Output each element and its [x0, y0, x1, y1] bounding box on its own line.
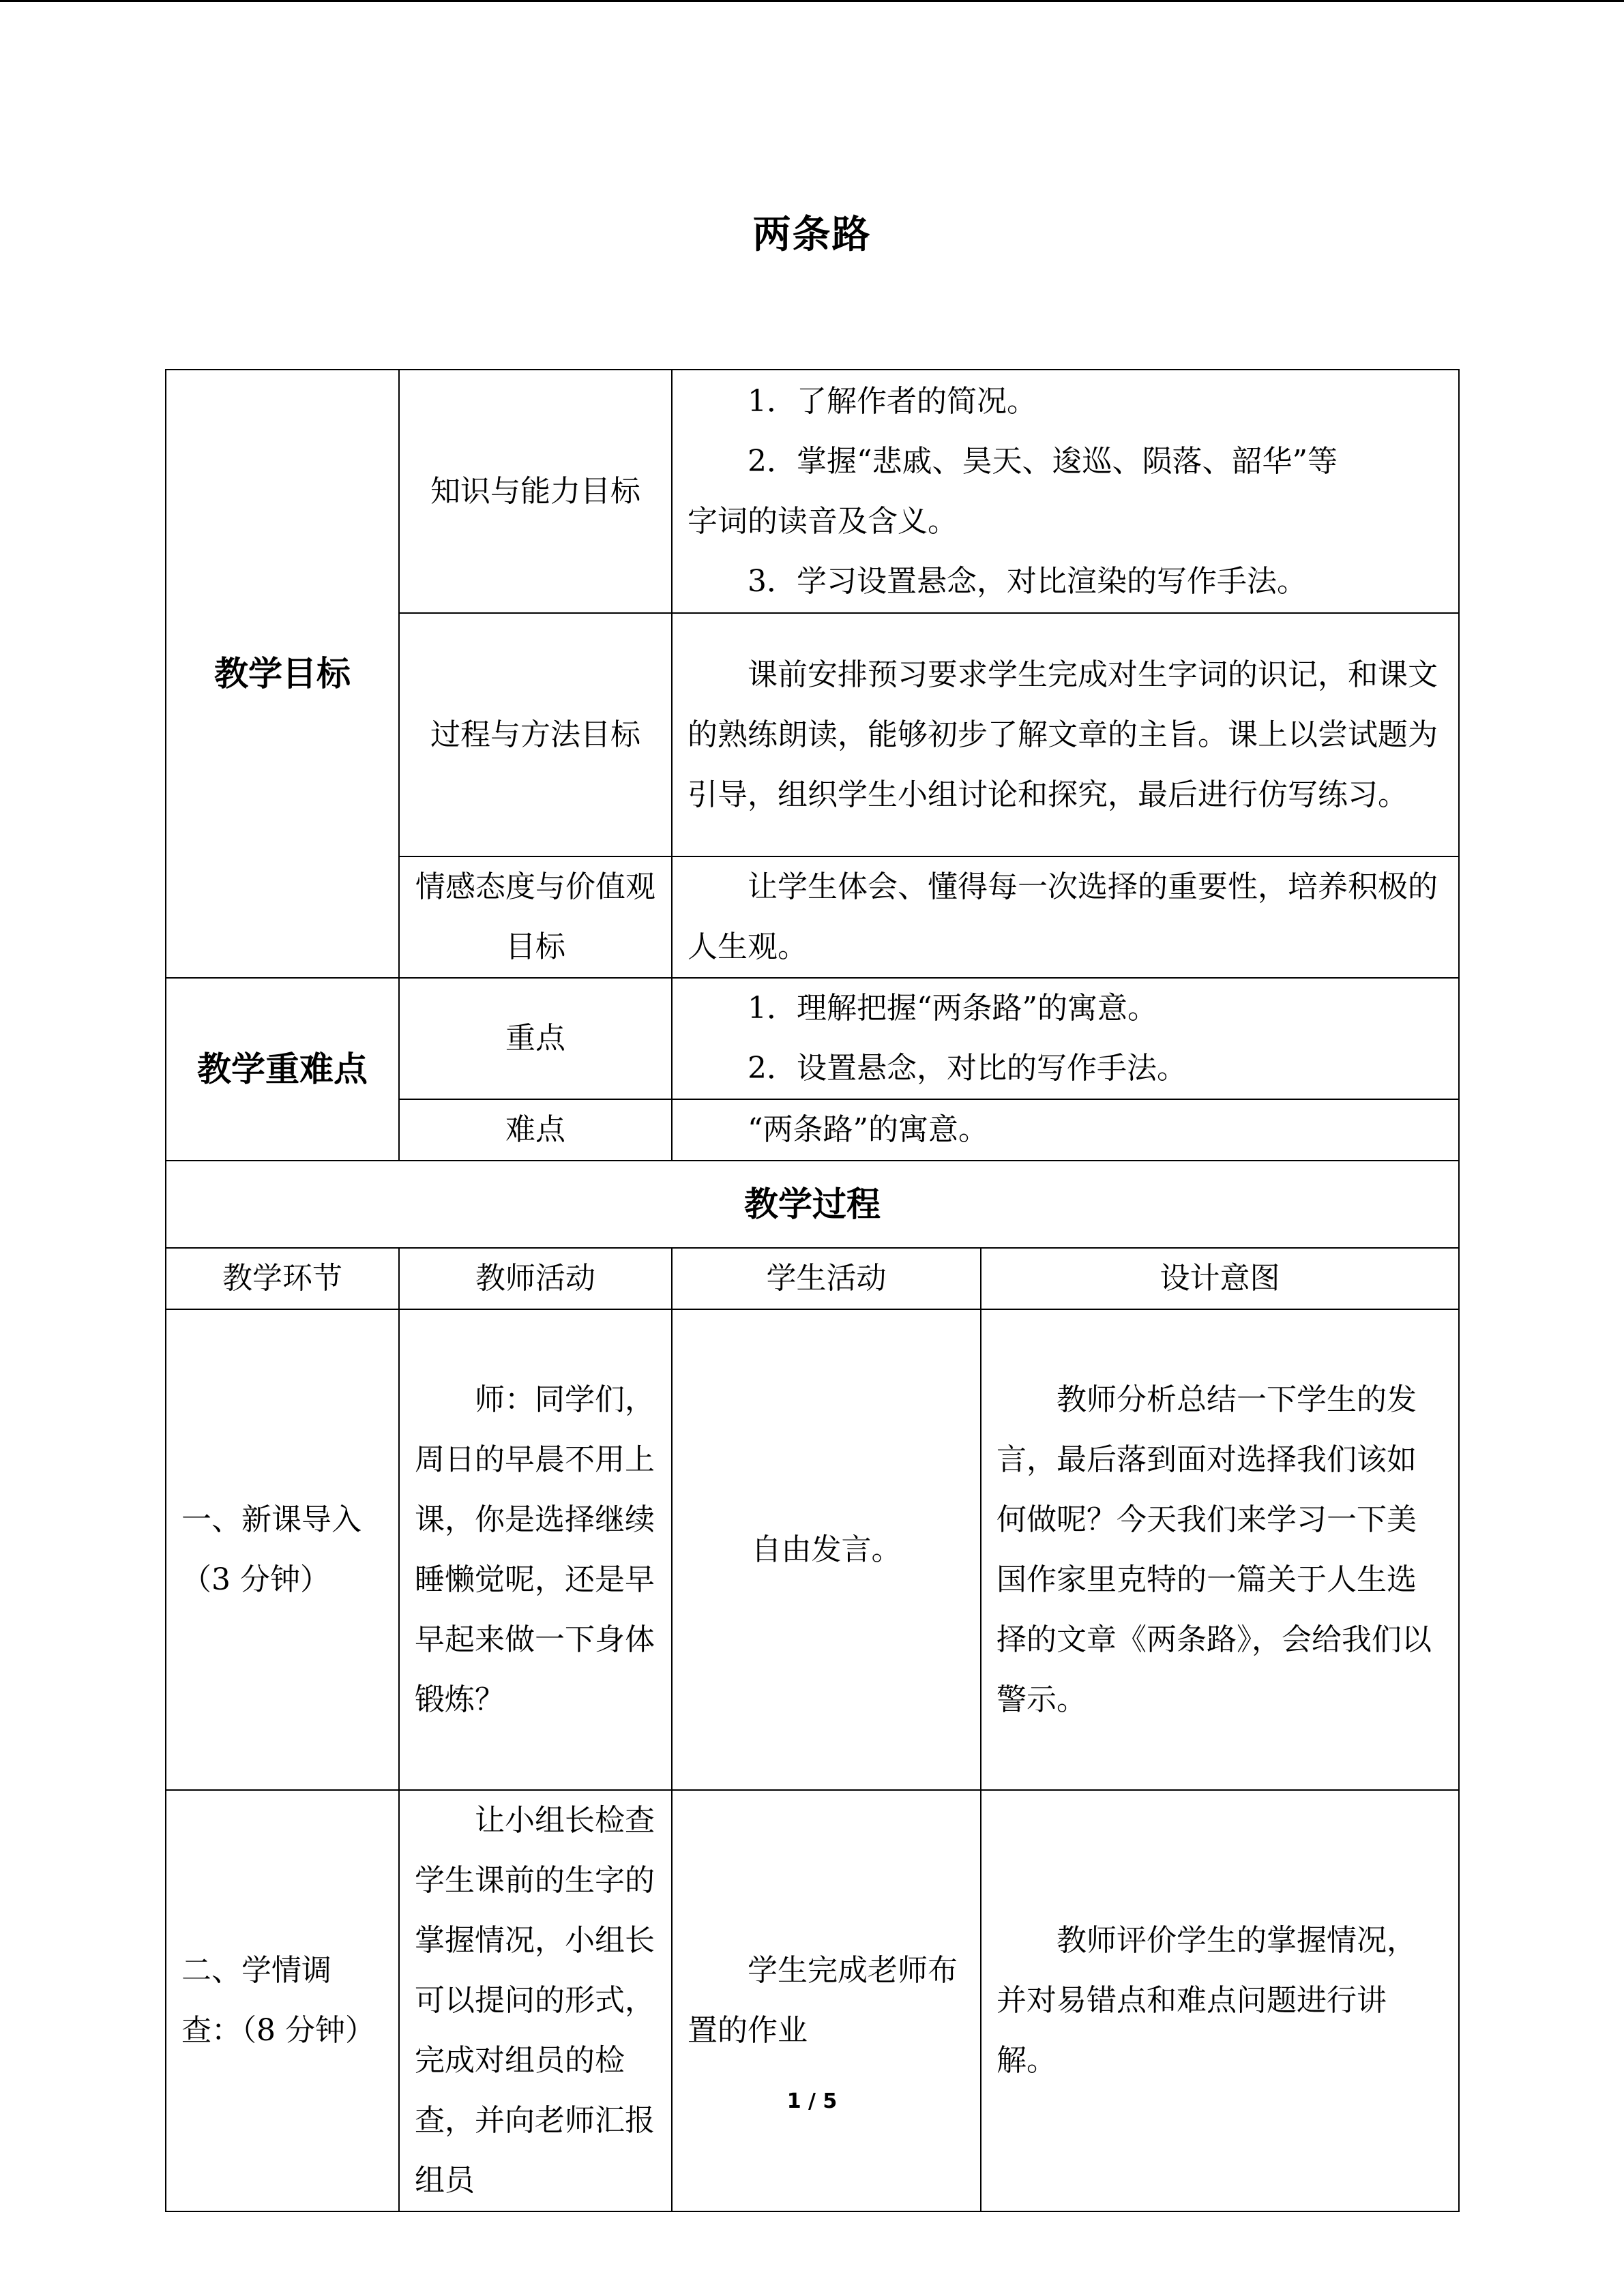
key-points-header: 教学重难点	[166, 978, 399, 1161]
column-header-intent: 设计意图	[981, 1248, 1459, 1309]
objective-knowledge-row	[166, 370, 1459, 613]
objectives-header: 教学目标	[166, 370, 399, 978]
focus-row	[166, 978, 1459, 1099]
knowledge-line: 3．学习设置悬念，对比渲染的写作手法。	[748, 563, 1307, 599]
process-method-content: 课前安排预习要求学生完成对生字词的识记，和课文的熟练朗读，能够初步了解文章的主旨。课上以尝试题为引导，组织学生小组讨论和探究，最后进行仿写练习。	[672, 613, 1459, 856]
emotion-content: 让学生体会、懂得每一次选择的重要性，培养积极的人生观。	[672, 856, 1459, 978]
page-number: 1 / 5	[786, 2089, 838, 2113]
student-activity-cell: 学生完成老师布置的作业	[672, 1790, 981, 2211]
focus-label: 重点	[399, 978, 672, 1099]
teacher-activity-cell: 师：同学们，周日的早晨不用上课，你是选择继续睡懒觉呢，还是早早起来做一下身体锻炼？	[399, 1309, 672, 1790]
stage-cell: 二、学情调查：（8 分钟）	[166, 1790, 399, 2211]
column-header-teacher: 教师活动	[399, 1248, 672, 1309]
knowledge-line: 1．了解作者的简况。	[748, 383, 1037, 419]
knowledge-label: 知识与能力目标	[399, 370, 672, 613]
stage-cell: 一、新课导入（3 分钟）	[166, 1309, 399, 1790]
knowledge-content	[672, 370, 1459, 613]
teacher-activity-cell: 让小组长检查学生课前的生字的掌握情况，小组长可以提问的形式，完成对组员的检查，并向老师汇报组员	[399, 1790, 672, 2211]
process-row	[166, 1790, 1459, 2211]
knowledge-line: 2．掌握“悲戚、昊天、逡巡、陨落、韶华”等	[748, 443, 1338, 479]
process-row	[166, 1309, 1459, 1790]
focus-content	[672, 978, 1459, 1099]
process-header-row	[166, 1161, 1459, 1248]
top-border-line	[0, 0, 1624, 2]
process-method-label: 过程与方法目标	[399, 613, 672, 856]
emotion-label: 情感态度与价值观目标	[399, 856, 672, 978]
difficulty-content: “两条路”的寓意。	[672, 1099, 1459, 1161]
knowledge-line: 字词的读音及含义。	[688, 503, 958, 539]
document-title: 两条路	[752, 213, 872, 257]
focus-line: 1．理解把握“两条路”的寓意。	[748, 991, 1157, 1026]
student-activity-cell: 自由发言。	[672, 1309, 981, 1790]
design-intent-cell: 教师分析总结一下学生的发言，最后落到面对选择我们该如何做呢？今天我们来学习一下美国作家里克特的一篇关于人生选择的文章《两条路》，会给我们以警示。	[981, 1309, 1459, 1790]
design-intent-cell: 教师评价学生的掌握情况，并对易错点和难点问题进行讲解。	[981, 1790, 1459, 2211]
column-header-student: 学生活动	[672, 1248, 981, 1309]
column-header-stage: 教学环节	[166, 1248, 399, 1309]
focus-line: 2．设置悬念，对比的写作手法。	[748, 1051, 1187, 1086]
lesson-plan-table	[165, 369, 1460, 2212]
teaching-process-header: 教学过程	[166, 1161, 1459, 1248]
difficulty-label: 难点	[399, 1099, 672, 1161]
process-columns-row	[166, 1248, 1459, 1309]
